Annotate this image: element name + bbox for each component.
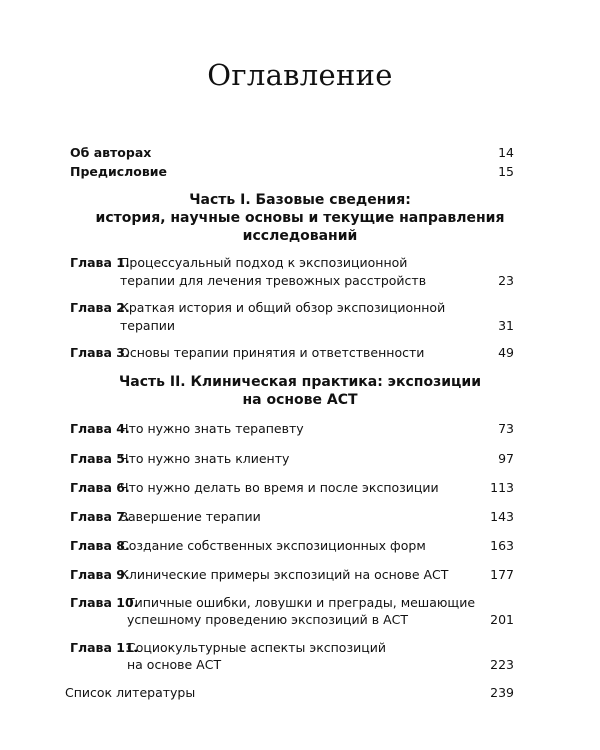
- chapter-1-page: 23: [498, 273, 514, 288]
- chapter-7-title[interactable]: Завершение терапии: [120, 509, 261, 524]
- toc-entry-preface[interactable]: Предисловие: [70, 164, 168, 179]
- chapter-8-label: Глава 8.: [70, 538, 130, 553]
- chapter-10-label: Глава 10.: [70, 595, 139, 610]
- toc-entry-bibliography[interactable]: Список литературы: [65, 685, 196, 700]
- toc-entry-authors[interactable]: Об авторах: [70, 145, 152, 160]
- toc-page-authors: 14: [498, 145, 514, 160]
- chapter-6-title[interactable]: Что нужно делать во время и после экспозиции: [120, 480, 439, 495]
- chapter-2-label: Глава 2.: [70, 300, 130, 315]
- part-1-heading-line-1: Часть I. Базовые сведения:: [189, 192, 411, 208]
- chapter-4-title[interactable]: Что нужно знать терапевту: [120, 421, 304, 436]
- chapter-11-label: Глава 11.: [70, 640, 139, 655]
- chapter-7-page: 143: [490, 509, 514, 524]
- chapter-4-page: 73: [498, 421, 514, 436]
- chapter-9-page: 177: [490, 567, 514, 582]
- chapter-10-page: 201: [490, 612, 514, 627]
- chapter-3-page: 49: [498, 345, 514, 360]
- chapter-9-label: Глава 9.: [70, 567, 130, 582]
- chapter-7-label: Глава 7.: [70, 509, 130, 524]
- part-1-heading-line-3: исследований: [242, 228, 358, 244]
- chapter-1-title-line-2[interactable]: терапии для лечения тревожных расстройств: [120, 273, 427, 288]
- chapter-2-title-line-1[interactable]: Краткая история и общий обзор экспозиционной: [120, 300, 446, 315]
- chapter-2-page: 31: [498, 318, 514, 333]
- chapter-6-label: Глава 6.: [70, 480, 130, 495]
- chapter-10-title-line-2[interactable]: успешному проведению экспозиций в АСТ: [127, 612, 408, 627]
- chapter-11-title-line-2[interactable]: на основе АСТ: [127, 657, 222, 672]
- chapter-6-page: 113: [490, 480, 514, 495]
- chapter-9-title[interactable]: Клинические примеры экспозиций на основе АСТ: [120, 567, 449, 582]
- page-title: Оглавление: [207, 58, 393, 92]
- chapter-5-title[interactable]: Что нужно знать клиенту: [120, 451, 290, 466]
- chapter-8-page: 163: [490, 538, 514, 553]
- toc-page-bibliography: 239: [490, 685, 514, 700]
- chapter-3-label: Глава 3.: [70, 345, 130, 360]
- chapter-1-label: Глава 1.: [70, 255, 130, 270]
- chapter-5-label: Глава 5.: [70, 451, 130, 466]
- chapter-10-title-line-1[interactable]: Типичные ошибки, ловушки и преграды, мешающие: [127, 595, 476, 610]
- part-2-heading-line-1: Часть II. Клиническая практика: экспозиции: [118, 374, 482, 390]
- chapter-11-page: 223: [490, 657, 514, 672]
- chapter-8-title[interactable]: Создание собственных экспозиционных форм: [120, 538, 426, 553]
- chapter-3-title[interactable]: Основы терапии принятия и ответственности: [120, 345, 425, 360]
- chapter-2-title-line-2[interactable]: терапии: [120, 318, 175, 333]
- chapter-5-page: 97: [498, 451, 514, 466]
- part-1-heading-line-2: история, научные основы и текущие направления: [95, 210, 505, 226]
- chapter-4-label: Глава 4.: [70, 421, 130, 436]
- part-2-heading-line-2: на основе АСТ: [242, 392, 358, 408]
- toc-page-preface: 15: [498, 164, 514, 179]
- chapter-1-title-line-1[interactable]: Процессуальный подход к экспозиционной: [120, 255, 408, 270]
- chapter-11-title-line-1[interactable]: Социокультурные аспекты экспозиций: [127, 640, 386, 655]
